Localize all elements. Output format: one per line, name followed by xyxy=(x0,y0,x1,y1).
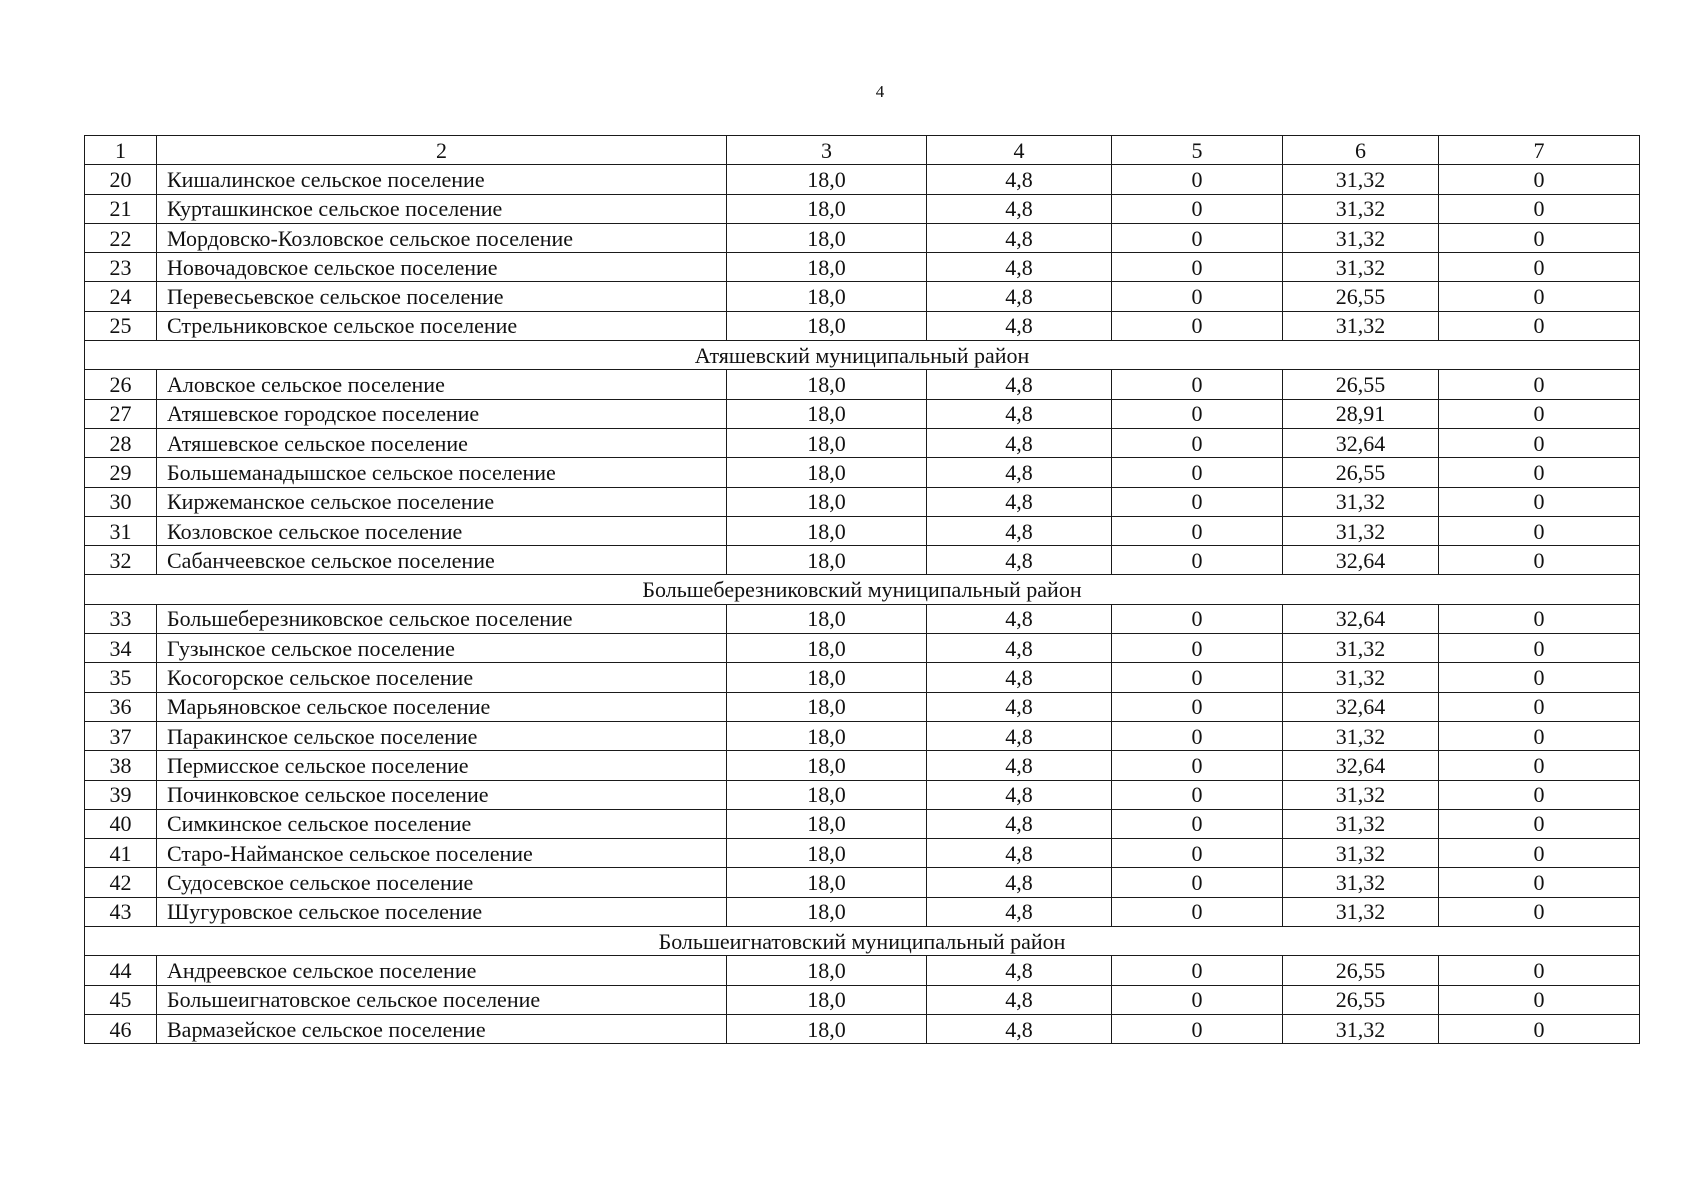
value-col-3: 18,0 xyxy=(727,985,927,1014)
settlement-name: Судосевское сельское поселение xyxy=(157,868,727,897)
value-col-4: 4,8 xyxy=(927,311,1112,340)
district-title: Большеигнатовский муниципальный район xyxy=(85,927,1640,956)
value-col-4: 4,8 xyxy=(927,487,1112,516)
value-col-7: 0 xyxy=(1439,487,1640,516)
table-row xyxy=(85,458,1640,487)
column-header: 3 xyxy=(727,136,927,165)
row-number: 36 xyxy=(85,692,157,721)
value-col-4: 4,8 xyxy=(927,721,1112,750)
settlement-name: Андреевское сельское поселение xyxy=(157,956,727,985)
table-row xyxy=(85,751,1640,780)
table-row xyxy=(85,311,1640,340)
settlement-name: Большеманадышское сельское поселение xyxy=(157,458,727,487)
value-col-3: 18,0 xyxy=(727,194,927,223)
value-col-3: 18,0 xyxy=(727,751,927,780)
value-col-4: 4,8 xyxy=(927,253,1112,282)
row-number: 31 xyxy=(85,516,157,545)
settlement-name: Козловское сельское поселение xyxy=(157,516,727,545)
value-col-5: 0 xyxy=(1112,1014,1283,1043)
value-col-5: 0 xyxy=(1112,604,1283,633)
value-col-6: 26,55 xyxy=(1283,956,1439,985)
settlement-name: Большеберезниковское сельское поселение xyxy=(157,604,727,633)
table-row xyxy=(85,516,1640,545)
table-row xyxy=(85,282,1640,311)
table-row xyxy=(85,809,1640,838)
value-col-6: 26,55 xyxy=(1283,985,1439,1014)
settlement-name: Кишалинское сельское поселение xyxy=(157,165,727,194)
row-number: 34 xyxy=(85,634,157,663)
value-col-3: 18,0 xyxy=(727,809,927,838)
table-row xyxy=(85,546,1640,575)
settlement-name: Починковское сельское поселение xyxy=(157,780,727,809)
value-col-5: 0 xyxy=(1112,516,1283,545)
value-col-4: 4,8 xyxy=(927,370,1112,399)
value-col-4: 4,8 xyxy=(927,428,1112,457)
row-number: 42 xyxy=(85,868,157,897)
table-row xyxy=(85,780,1640,809)
value-col-4: 4,8 xyxy=(927,165,1112,194)
value-col-5: 0 xyxy=(1112,985,1283,1014)
value-col-7: 0 xyxy=(1439,194,1640,223)
table-row xyxy=(85,839,1640,868)
value-col-5: 0 xyxy=(1112,692,1283,721)
value-col-6: 31,32 xyxy=(1283,897,1439,926)
value-col-7: 0 xyxy=(1439,1014,1640,1043)
value-col-5: 0 xyxy=(1112,721,1283,750)
value-col-4: 4,8 xyxy=(927,458,1112,487)
value-col-7: 0 xyxy=(1439,692,1640,721)
value-col-6: 31,32 xyxy=(1283,194,1439,223)
value-col-3: 18,0 xyxy=(727,780,927,809)
settlement-name: Атяшевское городское поселение xyxy=(157,399,727,428)
row-number: 24 xyxy=(85,282,157,311)
table-row xyxy=(85,604,1640,633)
row-number: 32 xyxy=(85,546,157,575)
value-col-6: 31,32 xyxy=(1283,253,1439,282)
value-col-4: 4,8 xyxy=(927,868,1112,897)
row-number: 21 xyxy=(85,194,157,223)
value-col-7: 0 xyxy=(1439,868,1640,897)
value-col-4: 4,8 xyxy=(927,956,1112,985)
value-col-5: 0 xyxy=(1112,370,1283,399)
row-number: 33 xyxy=(85,604,157,633)
value-col-7: 0 xyxy=(1439,604,1640,633)
district-section-row xyxy=(85,575,1640,604)
value-col-3: 18,0 xyxy=(727,458,927,487)
value-col-7: 0 xyxy=(1439,663,1640,692)
settlement-name: Стрельниковское сельское поселение xyxy=(157,311,727,340)
value-col-4: 4,8 xyxy=(927,751,1112,780)
column-header: 2 xyxy=(157,136,727,165)
table-row xyxy=(85,634,1640,663)
value-col-7: 0 xyxy=(1439,458,1640,487)
value-col-4: 4,8 xyxy=(927,604,1112,633)
settlement-name: Новочадовское сельское поселение xyxy=(157,253,727,282)
value-col-4: 4,8 xyxy=(927,634,1112,663)
value-col-3: 18,0 xyxy=(727,663,927,692)
value-col-5: 0 xyxy=(1112,546,1283,575)
settlement-name: Перевесьевское сельское поселение xyxy=(157,282,727,311)
value-col-7: 0 xyxy=(1439,634,1640,663)
row-number: 38 xyxy=(85,751,157,780)
value-col-5: 0 xyxy=(1112,282,1283,311)
value-col-3: 18,0 xyxy=(727,223,927,252)
value-col-4: 4,8 xyxy=(927,194,1112,223)
value-col-4: 4,8 xyxy=(927,223,1112,252)
value-col-3: 18,0 xyxy=(727,868,927,897)
value-col-5: 0 xyxy=(1112,809,1283,838)
settlement-name: Вармазейское сельское поселение xyxy=(157,1014,727,1043)
table-row xyxy=(85,1014,1640,1043)
value-col-5: 0 xyxy=(1112,487,1283,516)
table-header-row xyxy=(85,136,1640,165)
value-col-5: 0 xyxy=(1112,839,1283,868)
row-number: 30 xyxy=(85,487,157,516)
value-col-7: 0 xyxy=(1439,780,1640,809)
table-row xyxy=(85,428,1640,457)
value-col-4: 4,8 xyxy=(927,897,1112,926)
value-col-3: 18,0 xyxy=(727,692,927,721)
value-col-6: 32,64 xyxy=(1283,692,1439,721)
value-col-3: 18,0 xyxy=(727,1014,927,1043)
table-body xyxy=(85,136,1640,1044)
value-col-6: 31,32 xyxy=(1283,839,1439,868)
row-number: 20 xyxy=(85,165,157,194)
value-col-7: 0 xyxy=(1439,253,1640,282)
value-col-3: 18,0 xyxy=(727,634,927,663)
row-number: 29 xyxy=(85,458,157,487)
value-col-6: 31,32 xyxy=(1283,487,1439,516)
data-table xyxy=(84,135,1640,1044)
value-col-4: 4,8 xyxy=(927,282,1112,311)
settlement-name: Киржеманское сельское поселение xyxy=(157,487,727,516)
settlement-name: Гузынское сельское поселение xyxy=(157,634,727,663)
value-col-6: 26,55 xyxy=(1283,370,1439,399)
value-col-7: 0 xyxy=(1439,751,1640,780)
value-col-3: 18,0 xyxy=(727,282,927,311)
value-col-4: 4,8 xyxy=(927,546,1112,575)
value-col-3: 18,0 xyxy=(727,546,927,575)
row-number: 37 xyxy=(85,721,157,750)
value-col-7: 0 xyxy=(1439,165,1640,194)
value-col-7: 0 xyxy=(1439,516,1640,545)
value-col-6: 31,32 xyxy=(1283,1014,1439,1043)
value-col-3: 18,0 xyxy=(727,370,927,399)
row-number: 27 xyxy=(85,399,157,428)
value-col-6: 32,64 xyxy=(1283,428,1439,457)
table-row xyxy=(85,663,1640,692)
value-col-6: 31,32 xyxy=(1283,721,1439,750)
value-col-5: 0 xyxy=(1112,223,1283,252)
value-col-5: 0 xyxy=(1112,253,1283,282)
row-number: 45 xyxy=(85,985,157,1014)
value-col-7: 0 xyxy=(1439,370,1640,399)
value-col-4: 4,8 xyxy=(927,692,1112,721)
row-number: 28 xyxy=(85,428,157,457)
row-number: 25 xyxy=(85,311,157,340)
settlement-name: Мордовско-Козловское сельское поселение xyxy=(157,223,727,252)
value-col-6: 31,32 xyxy=(1283,663,1439,692)
value-col-6: 31,32 xyxy=(1283,809,1439,838)
value-col-4: 4,8 xyxy=(927,985,1112,1014)
column-header: 1 xyxy=(85,136,157,165)
settlement-name: Пермисское сельское поселение xyxy=(157,751,727,780)
value-col-6: 26,55 xyxy=(1283,458,1439,487)
row-number: 44 xyxy=(85,956,157,985)
table-row xyxy=(85,985,1640,1014)
value-col-3: 18,0 xyxy=(727,428,927,457)
value-col-7: 0 xyxy=(1439,809,1640,838)
settlement-name: Сабанчеевское сельское поселение xyxy=(157,546,727,575)
value-col-6: 31,32 xyxy=(1283,516,1439,545)
value-col-5: 0 xyxy=(1112,165,1283,194)
value-col-3: 18,0 xyxy=(727,487,927,516)
value-col-6: 31,32 xyxy=(1283,868,1439,897)
column-header: 4 xyxy=(927,136,1112,165)
value-col-5: 0 xyxy=(1112,311,1283,340)
value-col-5: 0 xyxy=(1112,458,1283,487)
table-row xyxy=(85,868,1640,897)
value-col-7: 0 xyxy=(1439,223,1640,252)
table-row xyxy=(85,165,1640,194)
table-row xyxy=(85,956,1640,985)
settlement-name: Старо-Найманское сельское поселение xyxy=(157,839,727,868)
value-col-5: 0 xyxy=(1112,663,1283,692)
row-number: 41 xyxy=(85,839,157,868)
value-col-5: 0 xyxy=(1112,780,1283,809)
value-col-5: 0 xyxy=(1112,868,1283,897)
row-number: 39 xyxy=(85,780,157,809)
settlement-name: Марьяновское сельское поселение xyxy=(157,692,727,721)
value-col-7: 0 xyxy=(1439,282,1640,311)
value-col-3: 18,0 xyxy=(727,311,927,340)
column-header: 6 xyxy=(1283,136,1439,165)
value-col-7: 0 xyxy=(1439,399,1640,428)
value-col-6: 31,32 xyxy=(1283,165,1439,194)
column-header: 5 xyxy=(1112,136,1283,165)
settlement-name: Курташкинское сельское поселение xyxy=(157,194,727,223)
value-col-7: 0 xyxy=(1439,546,1640,575)
row-number: 46 xyxy=(85,1014,157,1043)
district-section-row xyxy=(85,341,1640,370)
settlement-name: Шугуровское сельское поселение xyxy=(157,897,727,926)
value-col-5: 0 xyxy=(1112,751,1283,780)
value-col-4: 4,8 xyxy=(927,663,1112,692)
row-number: 26 xyxy=(85,370,157,399)
value-col-5: 0 xyxy=(1112,956,1283,985)
settlement-name: Аловское сельское поселение xyxy=(157,370,727,399)
row-number: 43 xyxy=(85,897,157,926)
table-row xyxy=(85,399,1640,428)
table-row xyxy=(85,370,1640,399)
value-col-3: 18,0 xyxy=(727,839,927,868)
value-col-6: 26,55 xyxy=(1283,282,1439,311)
value-col-4: 4,8 xyxy=(927,839,1112,868)
table-row xyxy=(85,223,1640,252)
table-row xyxy=(85,897,1640,926)
value-col-5: 0 xyxy=(1112,399,1283,428)
value-col-4: 4,8 xyxy=(927,399,1112,428)
value-col-3: 18,0 xyxy=(727,165,927,194)
district-title: Большеберезниковский муниципальный район xyxy=(85,575,1640,604)
value-col-6: 28,91 xyxy=(1283,399,1439,428)
value-col-3: 18,0 xyxy=(727,399,927,428)
value-col-6: 31,32 xyxy=(1283,223,1439,252)
table-row xyxy=(85,721,1640,750)
value-col-6: 32,64 xyxy=(1283,751,1439,780)
district-section-row xyxy=(85,927,1640,956)
value-col-6: 31,32 xyxy=(1283,634,1439,663)
row-number: 23 xyxy=(85,253,157,282)
table-row xyxy=(85,194,1640,223)
value-col-4: 4,8 xyxy=(927,780,1112,809)
value-col-3: 18,0 xyxy=(727,897,927,926)
row-number: 35 xyxy=(85,663,157,692)
table-row xyxy=(85,487,1640,516)
value-col-7: 0 xyxy=(1439,839,1640,868)
value-col-7: 0 xyxy=(1439,428,1640,457)
district-title: Атяшевский муниципальный район xyxy=(85,341,1640,370)
table-row xyxy=(85,692,1640,721)
table-row xyxy=(85,253,1640,282)
value-col-3: 18,0 xyxy=(727,721,927,750)
row-number: 22 xyxy=(85,223,157,252)
value-col-7: 0 xyxy=(1439,897,1640,926)
settlement-name: Атяшевское сельское поселение xyxy=(157,428,727,457)
value-col-5: 0 xyxy=(1112,897,1283,926)
value-col-3: 18,0 xyxy=(727,516,927,545)
settlement-name: Симкинское сельское поселение xyxy=(157,809,727,838)
value-col-6: 31,32 xyxy=(1283,780,1439,809)
value-col-4: 4,8 xyxy=(927,809,1112,838)
value-col-5: 0 xyxy=(1112,634,1283,663)
settlement-name: Паракинское сельское поселение xyxy=(157,721,727,750)
value-col-3: 18,0 xyxy=(727,253,927,282)
value-col-7: 0 xyxy=(1439,721,1640,750)
value-col-6: 32,64 xyxy=(1283,604,1439,633)
value-col-3: 18,0 xyxy=(727,604,927,633)
row-number: 40 xyxy=(85,809,157,838)
column-header: 7 xyxy=(1439,136,1640,165)
value-col-6: 31,32 xyxy=(1283,311,1439,340)
value-col-7: 0 xyxy=(1439,985,1640,1014)
settlement-name: Большеигнатовское сельское поселение xyxy=(157,985,727,1014)
value-col-7: 0 xyxy=(1439,311,1640,340)
settlement-name: Косогорское сельское поселение xyxy=(157,663,727,692)
value-col-5: 0 xyxy=(1112,194,1283,223)
value-col-4: 4,8 xyxy=(927,1014,1112,1043)
value-col-3: 18,0 xyxy=(727,956,927,985)
value-col-4: 4,8 xyxy=(927,516,1112,545)
value-col-7: 0 xyxy=(1439,956,1640,985)
value-col-5: 0 xyxy=(1112,428,1283,457)
page-number: 4 xyxy=(875,82,885,101)
value-col-6: 32,64 xyxy=(1283,546,1439,575)
